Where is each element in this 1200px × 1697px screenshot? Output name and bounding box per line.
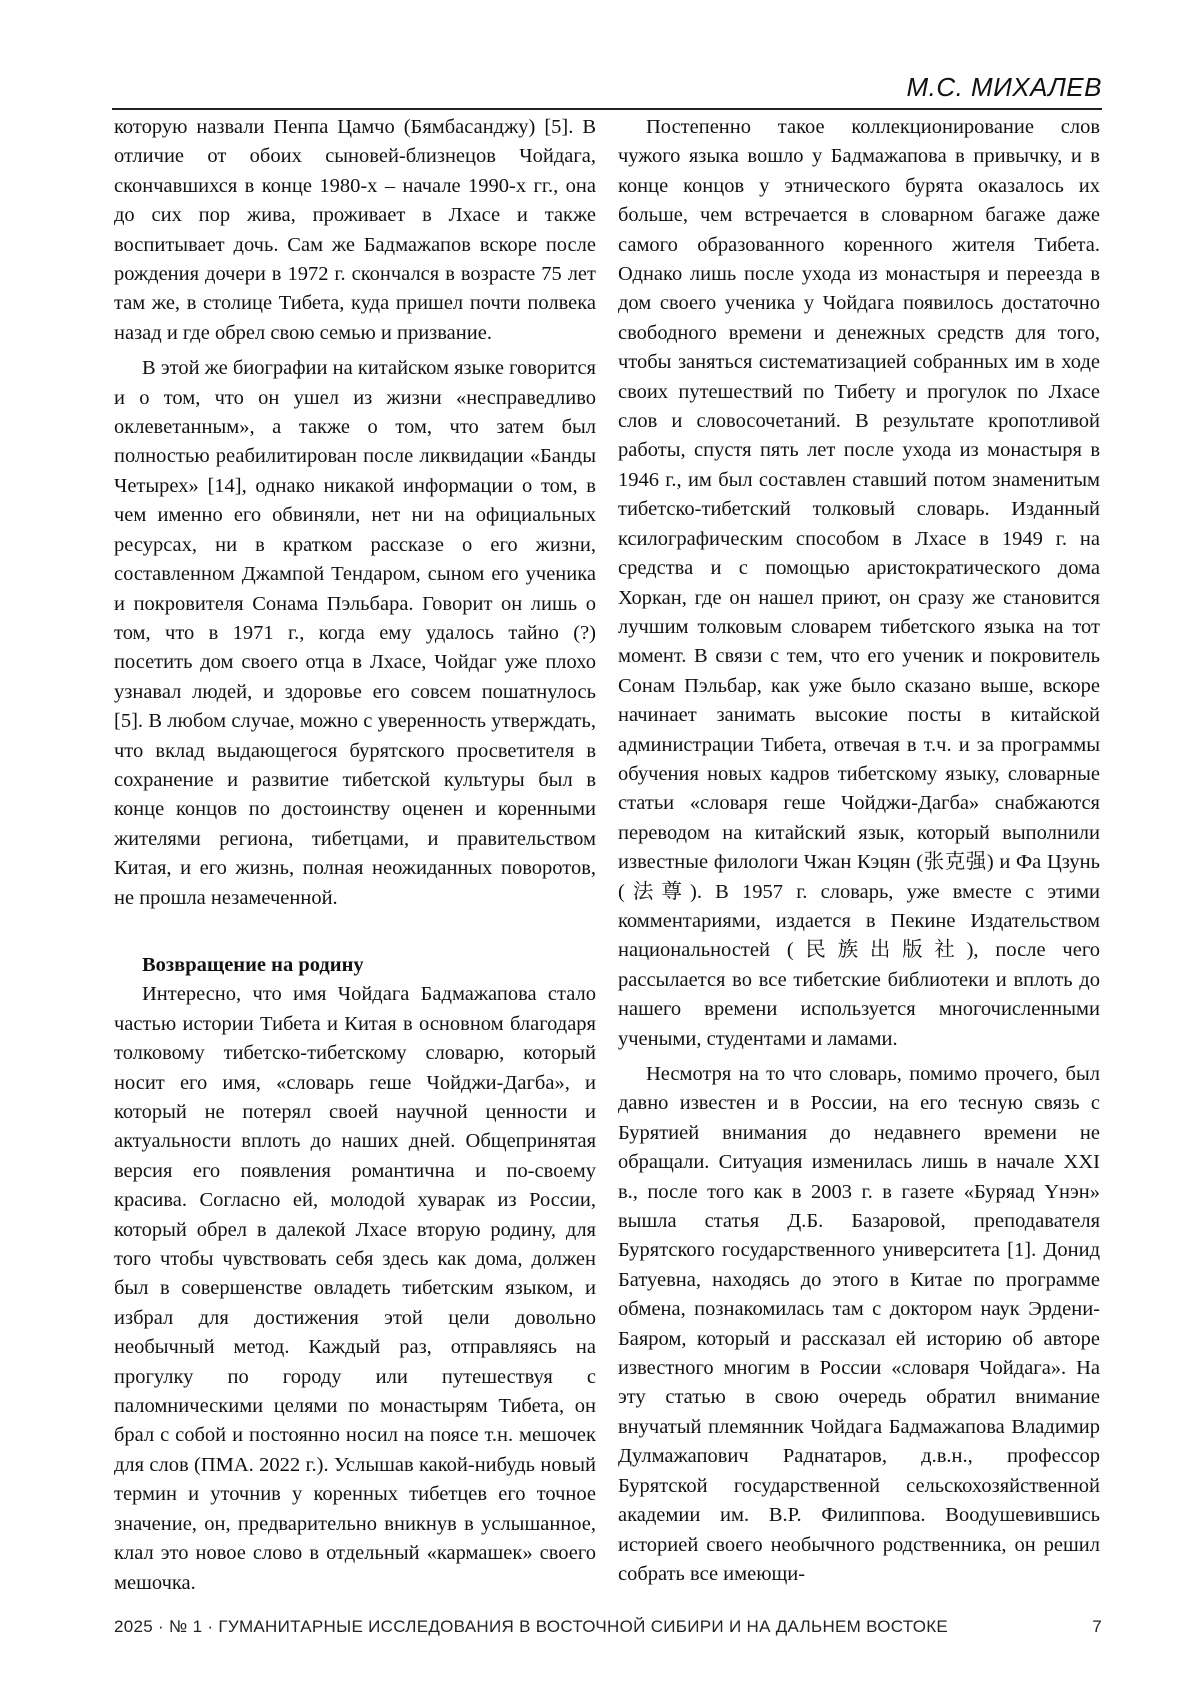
header-rule [112,108,1102,110]
paragraph: Интересно, что имя Чойдага Бадмажапова стало частью истории Тибета и Китая в основном благодаря толковому тибетско-тибетскому словарю, который носит его имя, «словарь геше Чойджи-Дагба», и который не потерял своей научной ценности и актуальности вплоть до наших дней. Общепринятая версия его появления романтична и по-своему красива. Согласно ей, молодой хуварак из России, который обрел в далекой Лхасе вторую родину, для того чтобы чувствовать себя здесь как дома, должен был в совершенстве овладеть тибетским языком, и избрал для достижения этой цели довольно необычный метод. Каждый раз, отправляясь на прогулку по городу или путешествуя с паломническими целями по монастырям Тибета, он брал с собой и постоянно носил на поясе т.н. мешочек для слов (ПМА. 2022 г.). Услышав какой-нибудь новый термин и уточнив у коренных тибетцев его точное значение, он, предварительно вникнув в услышанное, клал это новое слово в отдельный «кармашек» своего мешочка. [114,983,596,1594]
paragraph: Постепенно такое коллекционирование слов чужого языка вошло у Бадмажапова в привычку, и в конце концов у этнического бурята оказалось их больше, чем встречается в словарном багаже даже самого образованного коренного жителя Тибета. Однако лишь после ухода из монастыря и переезда в дом своего ученика у Чойдага появилось достаточно свободного времени и денежных средств для того, чтобы заняться систематизацией собранных им в ходе своих путешествий по Тибету и прогулок по Лхасе слов и словосочетаний. В результате кропотливой работы, спустя пять лет после ухода из монастыря в 1946 г., им был составлен ставший потом знаменитым тибетско-тибетский толковый словарь. Изданный ксилографическим способом в Лхасе в 1949 г. на средства и с помощью аристократического дома Хоркан, где он нашел приют, он сразу же становится лучшим толковым словарем тибетского языка на тот момент. В связи с тем, что его ученик и покровитель Сонам Пэльбар, как уже было сказано выше, вскоре начинает занимать высокие посты в китайской администрации Тибета, отвечая в т.ч. и за программы обучения новых кадров тибетскому языку, словарные статьи «словаря геше Чойджи-Дагба» снабжаются переводом на китайский язык, который выполнили известные филологи Чжан Кэцян (张克强) и Фа Цзунь (法尊). В 1957 г. словарь, уже вместе с этими комментариями, издается в Пекине Издательством национальностей (民族出版社), после чего рассылается во все тибетские библиотеки и вплоть до нашего времени используется многочисленными учеными, студентами и ламами. [618,116,1100,1050]
right-column [618,113,1100,1595]
journal-title: 2025 · № 1 · ГУМАНИТАРНЫЕ ИССЛЕДОВАНИЯ В ВОСТОЧНОЙ СИБИРИ И НА ДАЛЬНЕМ ВОСТОКЕ [114,1617,949,1636]
left-column [114,113,596,1604]
paragraph: В этой же биографии на китайском языке говорится и о том, что он ушел из жизни «несправедливо оклеветанным», а также о том, что затем был полностью реабилитирован после ликвидации «Банды Четырех» [14], однако никакой информации о том, в чем именно его обвиняли, нет ни на официальных ресурсах, ни в кратком рассказе о его жизни, составленном Джампой Тендаром, сыном его ученика и покровителя Сонама Пэльбара. Говорит он лишь о том, что в 1971 г., когда ему удалось тайно (?) посетить дом своего отца в Лхасе, Чойдаг уже плохо узнавал людей, и здоровье его совсем пошатнулось [5]. В любом случае, можно с уверенность утверждать, что вклад выдающегося бурятского просветителя в сохранение и развитие тибетской культуры был в конце концов по достоинству оценен и коренными жителями региона, тибетцами, и правительством Китая, и его жизнь, полная неожиданных поворотов, не прошла незамеченной. [114,357,596,909]
running-head-author: М.С. МИХАЛЕВ [906,72,1102,102]
paragraph: которую назвали Пенпа Цамчо (Бямбасанджу) [5]. В отличие от обоих сыновей-близнецов Чойдага, скончавшихся в конце 1980-х – начале 1990-х гг., она до сих пор жива, проживает в Лхасе и также воспитывает дочь. Сам же Бадмажапов вскоре после рождения дочери в 1972 г. скончался в возрасте 75 лет там же, в столице Тибета, куда пришел почти полвека назад и где обрел свою семью и призвание. [114,116,596,344]
paragraph: Несмотря на то что словарь, помимо прочего, был давно известен и в России, на его тесную связь с Бурятией внимания до недавнего времени не обращали. Ситуация изменилась лишь в начале XXI в., после того как в 2003 г. в газете «Буряад Үнэн» вышла статья Д.Б. Базаровой, преподавателя Бурятского государственного университета [1]. Донид Батуевна, находясь до этого в Китае по программе обмена, познакомилась там с доктором наук Эрдени-Баяром, который и рассказал ей историю об авторе известного многим в России «словаря Чойдага». На эту статью в свою очередь обратил внимание внучатый племянник Чойдага Бадмажапова Владимир Дулмажапович Раднатаров, д.в.н., профессор Бурятской государственной сельскохозяйственной академии им. В.Р. Филиппова. Воодушевившись историей своего необычного родственника, он решил собрать все имеющи- [618,1063,1100,1585]
page-number: 7 [1092,1617,1102,1636]
section-heading: Возвращение на родину [142,953,364,976]
